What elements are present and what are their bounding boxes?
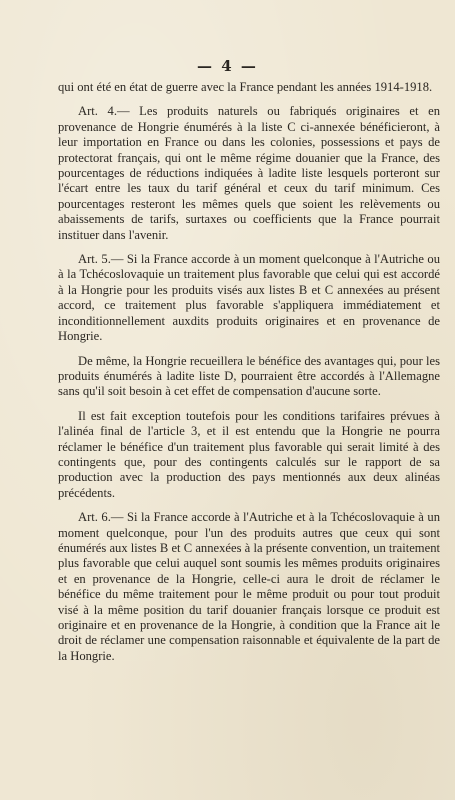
paragraph-de-meme: De même, la Hongrie recueillera le bénéfice des avantages qui, pour les produits énumérés à ladite liste D, pourraient être accordés à l'Allemagne sans qu'il soit besoin à cet effet de compensation d'aucune sorte. <box>58 353 440 399</box>
page-number: — 4 — <box>197 57 258 75</box>
paragraph-article-4: Art. 4.— Les produits naturels ou fabriqués originaires et en provenance de Hongrie énumérés à la liste C ci-annexée bénéficieront, à leur importation en France ou dans les colonies, possessions et pays de protectorat français, qui ont le même régime douanier que la France, des pourcentages de réductions indiquées à ladite liste lesquels porteront sur l'écart entre les taux du tarif général et ceux du tarif minimum. Ces pourcentages resteront les mêmes quels que soient les relèvements ou abaissements de tarifs, surtaxes ou coefficients que la France pourrait instituer dans l'avenir. <box>58 104 440 242</box>
body-text <box>58 80 440 673</box>
paragraph-article-5: Art. 5.— Si la France accorde à un moment quelconque à l'Autriche ou à la Tchécoslovaquie un traitement plus favorable que celui qui est accordé à la Hongrie pour les produits visés aux listes B et C annexées au présent accord, ce traitement plus favorable s'appliquera immédiatement et inconditionnellement auxdits produits originaires et en provenance de Hongrie. <box>58 252 440 344</box>
paragraph-exception: Il est fait exception toutefois pour les conditions tarifaires prévues à l'alinéa final de l'article 3, et il est entendu que la Hongrie ne pourra réclamer le bénéfice d'un traitement plus favorable qui serait limité à des contingents que, pour des contingents calculés sur le rapport de sa production avec la production des pays mentionnés aux deux alinéas précédents. <box>58 408 440 500</box>
paragraph-continuation: qui ont été en état de guerre avec la France pendant les années 1914-1918. <box>58 80 433 94</box>
paragraph-article-6: Art. 6.— Si la France accorde à l'Autriche et à la Tchécoslovaquie à un moment quelconque, pour l'un des produits autres que ceux qui sont énumérés aux listes B et C annexées à la présente convention, un traitement plus favorable que celui auquel sont soumis les mêmes produits originaires et en provenance de la Hongrie, celle-ci aura le droit de réclamer le bénéfice du même traitement pour le même produit ou pour tout produit visé à la même position du tarif douanier français lorsque ce produit est originaire et en provenance de la Hongrie, à condition que la France ait le droit de réclamer une compensation raisonnable et équivalente de la part de la Hongrie. <box>58 510 440 663</box>
